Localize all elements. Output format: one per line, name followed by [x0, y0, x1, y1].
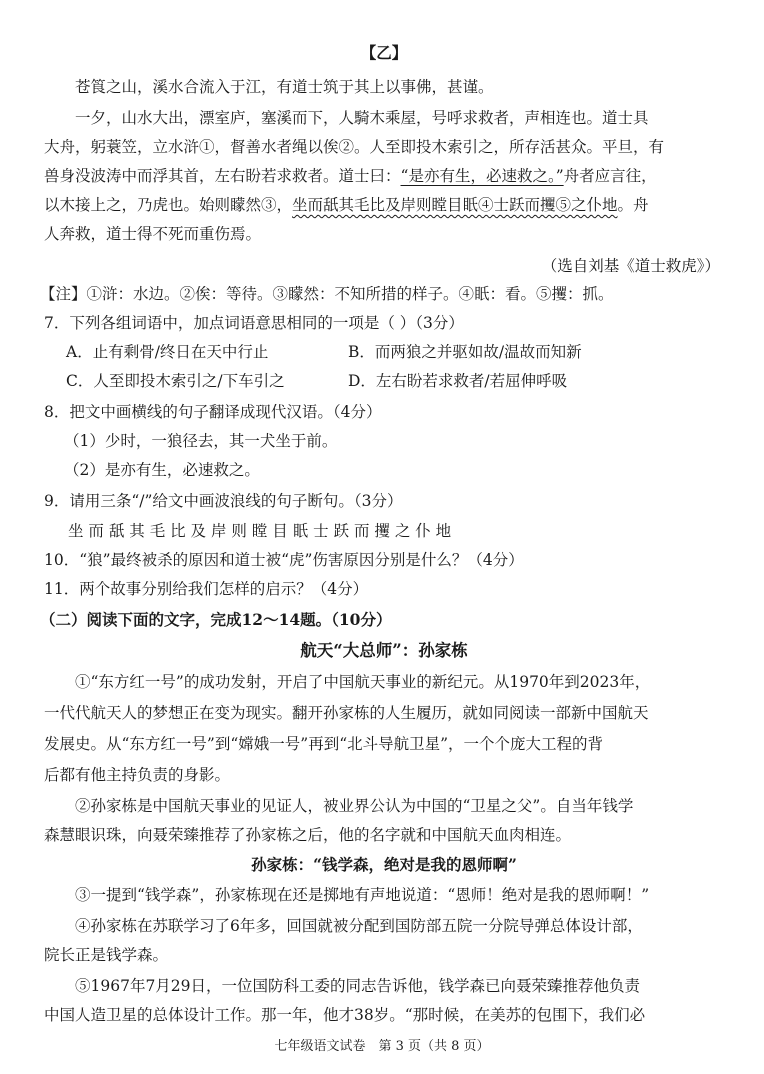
article-line: ①“东方红一号”的成功发射，开启了中国航天事业的新纪元。从1970年到2023年， [75, 673, 651, 691]
article-line: ②孙家栋是中国航天事业的见证人，被业界公认为中国的“卫星之父”。自当年钱学 [75, 797, 634, 815]
article-line: ③一提到“钱学森”，孙家栋现在还是掷地有声地说道：“恩师！绝对是我的恩师啊！” [75, 886, 650, 904]
passage-source: （选自刘基《道士救虎》） [541, 257, 720, 275]
option-c: C．人至即投木索引之/下车引之 [66, 372, 285, 390]
passage-text: 。舟 [617, 196, 649, 214]
passage-text: 兽身没波涛中而浮其首，左右盼若求救者。道士曰： [44, 167, 401, 185]
page-footer: 七年级语文试卷 第 3 页（共 8 页） [274, 1039, 490, 1054]
article-line: 森慧眼识珠，向聂荣臻推荐了孙家栋之后，他的名字就和中国航天血肉相连。 [44, 826, 572, 844]
passage-line: 大舟，躬蓑笠，立水浒①，督善水者绳以俟②。人至即投木索引之，所存活甚众。平旦，有 [44, 138, 665, 156]
article-line: ④孙家栋在苏联学习了6年多，回国就被分配到国防部五院一分院导弹总体设计部， [75, 917, 643, 935]
section-header: 【乙】 [360, 43, 408, 62]
question-7: 7．下列各组词语中，加点词语意思相同的一项是（ ）（3分） [44, 314, 464, 332]
question-8-2: （2）是亦有生，必速救之。 [64, 461, 260, 479]
article-line: 中国人造卫星的总体设计工作。那一年，他才38岁。“那时候，在美苏的包围下，我们必 [44, 1006, 646, 1024]
wavy-underlined-sentence: 坐而舐其毛比及岸则瞠目眂④士跃而攫⑤之仆地 [292, 196, 618, 214]
passage-line: 苍筤之山，溪水合流入于江，有道士筑于其上以事佛，甚谨。 [75, 78, 494, 96]
question-8: 8．把文中画横线的句子翻译成现代汉语。（4分） [44, 403, 382, 421]
article-line: 发展史。从“东方红一号”到“嫦娥一号”再到“北斗导航卫星”，一个个庞大工程的背 [44, 735, 604, 753]
question-9-sentence: 坐 而 舐 其 毛 比 及 岸 则 瞠 目 眂 士 跃 而 攫 之 仆 地 [68, 522, 452, 540]
passage-text: 舟者应言往， [563, 167, 657, 185]
question-9: 9．请用三条“/”给文中画波浪线的句子断句。（3分） [44, 492, 403, 510]
article-subtitle: 孙家栋：“钱学森，绝对是我的恩师啊” [251, 855, 517, 874]
option-a: A．止有剩骨/终日在天中行止 [66, 343, 269, 361]
underlined-sentence: “是亦有生，必速救之。” [400, 167, 564, 185]
annotation-notes: 【注】①浒：水边。②俟：等待。③矇然：不知所措的样子。④眂：看。⑤攫：抓。 [40, 285, 614, 303]
question-10: 10．“狼”最终被杀的原因和道士被“虎”伤害原因分别是什么？（4分） [44, 551, 524, 569]
passage-line: 一夕，山水大出，漂室庐，塞溪而下，人騎木乘屋，号呼求救者，声相连也。道士具 [75, 109, 649, 127]
passage-line [44, 163, 724, 189]
question-8-1: （1）少时，一狼径去，其一犬坐于前。 [64, 432, 338, 450]
passage-line [44, 192, 724, 218]
article-line: 后都有他主持负责的身影。 [44, 766, 231, 784]
article-title: 航天“大总师”：孙家栋 [300, 641, 468, 660]
part2-heading: （二）阅读下面的文字，完成12～14题。（10分） [40, 610, 392, 629]
article-line: ⑤1967年7月29日，一位国防科工委的同志告诉他，钱学森已向聂荣臻推荐他负责 [75, 977, 641, 995]
passage-text: 以木接上之，乃虎也。始则矇然③， [44, 196, 293, 214]
question-11: 11．两个故事分别给我们怎样的启示？（4分） [44, 580, 369, 598]
option-d: D．左右盼若求救者/若屈伸呼吸 [348, 372, 568, 390]
option-b: B．而两狼之并驱如故/温故而知新 [348, 343, 582, 361]
passage-line: 人奔救，道士得不死而重伤焉。 [44, 225, 262, 243]
article-line: 一代代航天人的梦想正在变为现实。翻开孙家栋的人生履历，就如同阅读一部新中国航天 [44, 704, 649, 722]
article-line: 院长正是钱学森。 [44, 946, 169, 964]
